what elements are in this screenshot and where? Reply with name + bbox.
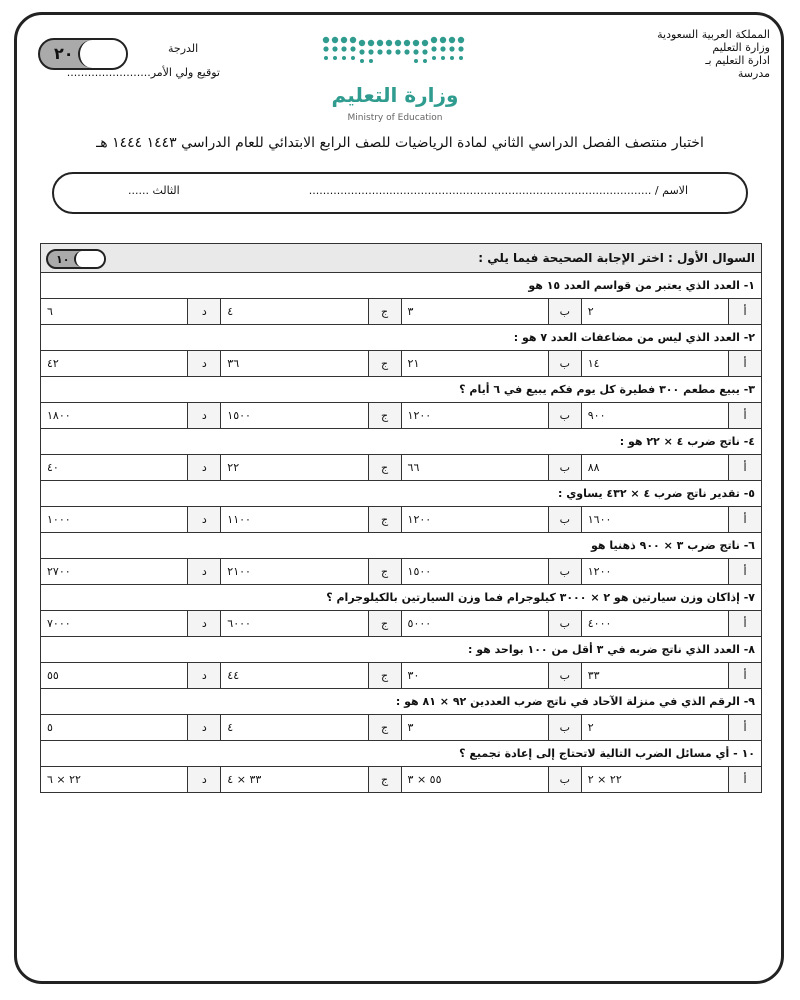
answer-row (41, 455, 762, 481)
choice-label: ج (368, 351, 401, 377)
question-text: ٣- يبيع مطعم ٣٠٠ فطيرة كل يوم فكم يبيع في ٦ أيام ؟ (41, 377, 762, 403)
choice-option[interactable]: ٥٠٠٠ (401, 611, 548, 637)
choice-option[interactable]: ٢١٠٠ (221, 559, 368, 585)
choice-option[interactable]: ٤٠٠٠ (581, 611, 728, 637)
choice-option[interactable]: ٢٢ (221, 455, 368, 481)
choice-option[interactable]: ٤٤ (221, 663, 368, 689)
choice-label: ب (548, 403, 581, 429)
choice-option[interactable]: ٨٨ (581, 455, 728, 481)
choice-label: د (188, 715, 221, 741)
choice-label: ب (548, 767, 581, 793)
header-info (570, 28, 770, 80)
answer-row (41, 715, 762, 741)
choice-label: ج (368, 299, 401, 325)
choice-label: ب (548, 715, 581, 741)
question-row (41, 637, 762, 663)
answer-row (41, 611, 762, 637)
choice-label: أ (729, 611, 762, 637)
choice-option[interactable]: ٥ (41, 715, 188, 741)
question-text: ٨- العدد الذي ناتج ضربه في ٣ أقل من ١٠٠ بواحد هو : (41, 637, 762, 663)
choice-label: ج (368, 507, 401, 533)
choice-label: د (188, 299, 221, 325)
question-row (41, 429, 762, 455)
choice-option[interactable]: ١٥٠٠ (221, 403, 368, 429)
choice-label: د (188, 455, 221, 481)
logo-arabic-text: وزارة التعليم (331, 83, 459, 107)
kingdom-text: المملكة العربية السعودية (657, 28, 770, 41)
answer-row (41, 403, 762, 429)
choice-label: ب (548, 507, 581, 533)
choice-label: ب (548, 663, 581, 689)
answer-row (41, 299, 762, 325)
parent-signature: توقيع ولي الأمر........................ (66, 66, 220, 79)
choice-label: ب (548, 559, 581, 585)
choice-label: ج (368, 403, 401, 429)
question-text: ١- العدد الذي يعتبر من قواسم العدد ١٥ هو (41, 273, 762, 299)
choice-label: ج (368, 611, 401, 637)
choice-label: أ (729, 455, 762, 481)
choice-label: أ (729, 663, 762, 689)
question-row (41, 585, 762, 611)
choice-option[interactable]: ٢٧٠٠ (41, 559, 188, 585)
answer-row (41, 559, 762, 585)
choice-label: أ (729, 403, 762, 429)
question-text: ٧- إذاكان وزن سيارتين هو ٢ × ٣٠٠٠ كيلوجرام فما وزن السيارتين بالكيلوجرام ؟ (41, 585, 762, 611)
choice-label: أ (729, 351, 762, 377)
choice-option[interactable]: ٧٠٠٠ (41, 611, 188, 637)
school-text: مدرسة (737, 67, 770, 80)
choice-option[interactable]: ٢٢ × ٦ (41, 767, 188, 793)
choice-option[interactable]: ٣ (401, 715, 548, 741)
logo-english-text: Ministry of Education (347, 113, 443, 123)
answer-row (41, 507, 762, 533)
question-text: ١٠ - أي مسائل الضرب التالية لاتحتاج إلى إعادة تجميع ؟ (41, 741, 762, 767)
choice-option[interactable]: ٢ (581, 715, 728, 741)
choice-option[interactable]: ١٨٠٠ (41, 403, 188, 429)
question-row (41, 533, 762, 559)
choice-option[interactable]: ٩٠٠ (581, 403, 728, 429)
choice-label: ج (368, 559, 401, 585)
choice-option[interactable]: ٦٠٠٠ (221, 611, 368, 637)
choice-label: د (188, 403, 221, 429)
choice-option[interactable]: ١١٠٠ (221, 507, 368, 533)
choice-label: أ (729, 299, 762, 325)
ministry-text: وزارة التعليم (712, 41, 770, 54)
question-row (41, 481, 762, 507)
question-text: ٥- تقدير ناتج ضرب ٤ × ٤٣٢ يساوي : (41, 481, 762, 507)
exam-title: اختبار منتصف الفصل الدراسي الثاني لمادة الرياضيات للصف الرابع الابتدائي للعام الدراسي ١٤٤٣ ١٤٤٤ هـ (96, 135, 704, 151)
choice-label: ب (548, 351, 581, 377)
question-row (41, 273, 762, 299)
answer-row (41, 351, 762, 377)
logo-dots-icon (310, 30, 480, 130)
choice-label: أ (729, 559, 762, 585)
choice-option[interactable]: ٢٢ × ٢ (581, 767, 728, 793)
choice-option[interactable]: ١٢٠٠ (401, 403, 548, 429)
choice-label: ب (548, 299, 581, 325)
choice-label: د (188, 559, 221, 585)
choice-label: أ (729, 507, 762, 533)
choice-option[interactable]: ٢ (581, 299, 728, 325)
choice-option[interactable]: ٤ (221, 299, 368, 325)
choice-option[interactable]: ١٢٠٠ (401, 507, 548, 533)
question-row (41, 325, 762, 351)
choice-option[interactable]: ٤ (221, 715, 368, 741)
question-text: ٢- العدد الذي ليس من مضاعفات العدد ٧ هو : (41, 325, 762, 351)
choice-label: ب (548, 611, 581, 637)
choice-label: ب (548, 455, 581, 481)
ministry-logo (310, 30, 480, 130)
choice-option[interactable]: ٤٢ (41, 351, 188, 377)
choice-option[interactable]: ٥٥ × ٣ (401, 767, 548, 793)
choice-label: ج (368, 767, 401, 793)
choice-option[interactable]: ٦٦ (401, 455, 548, 481)
section-title: السوال الأول : اختر الإجابة الصحيحة فيما يلي : (41, 244, 762, 273)
choice-option[interactable]: ١٤ (581, 351, 728, 377)
choice-option[interactable]: ٣٠ (401, 663, 548, 689)
question-row (41, 689, 762, 715)
choice-option[interactable]: ٣٣ (581, 663, 728, 689)
question-text: ٤- ناتج ضرب ٤ × ٢٢ هو : (41, 429, 762, 455)
question-text: ٩- الرقم الذي في منزلة الآحاد في ناتج ضرب العددين ٩٢ × ٨١ هو : (41, 689, 762, 715)
grade-value: ٢٠ (54, 44, 74, 63)
choice-option[interactable]: ١٠٠٠ (41, 507, 188, 533)
choice-label: د (188, 351, 221, 377)
choice-option[interactable]: ٤٠ (41, 455, 188, 481)
choice-label: د (188, 507, 221, 533)
choice-option[interactable]: ٣ (401, 299, 548, 325)
student-info-box (52, 172, 748, 214)
choice-label: ج (368, 715, 401, 741)
choice-option[interactable]: ١٦٠٠ (581, 507, 728, 533)
grade-label: الدرجة (168, 42, 199, 55)
choice-label: ج (368, 663, 401, 689)
admin-text: ادارة التعليم بـ (705, 54, 770, 67)
choice-option[interactable]: ٦ (41, 299, 188, 325)
section-header (41, 244, 762, 273)
choice-option[interactable]: ٣٦ (221, 351, 368, 377)
student-class-field[interactable]: الثالث ...... (128, 184, 180, 197)
answer-row (41, 663, 762, 689)
section-score-box (46, 249, 106, 269)
questions-table (40, 243, 762, 793)
choice-label: د (188, 767, 221, 793)
question-text: ٦- ناتج ضرب ٣ × ٩٠٠ ذهنيا هو (41, 533, 762, 559)
choice-option[interactable]: ١٥٠٠ (401, 559, 548, 585)
choice-label: أ (729, 767, 762, 793)
choice-option[interactable]: ١٢٠٠ (581, 559, 728, 585)
choice-option[interactable]: ٢١ (401, 351, 548, 377)
student-name-field[interactable]: الاسم / .................................................................................................. (308, 184, 688, 197)
choice-option[interactable]: ٣٣ × ٤ (221, 767, 368, 793)
choice-label: أ (729, 715, 762, 741)
question-row (41, 741, 762, 767)
choice-label: د (188, 611, 221, 637)
choice-label: ج (368, 455, 401, 481)
answer-row (41, 767, 762, 793)
choice-option[interactable]: ٥٥ (41, 663, 188, 689)
section-score: ١٠ (56, 253, 70, 266)
choice-label: د (188, 663, 221, 689)
question-row (41, 377, 762, 403)
